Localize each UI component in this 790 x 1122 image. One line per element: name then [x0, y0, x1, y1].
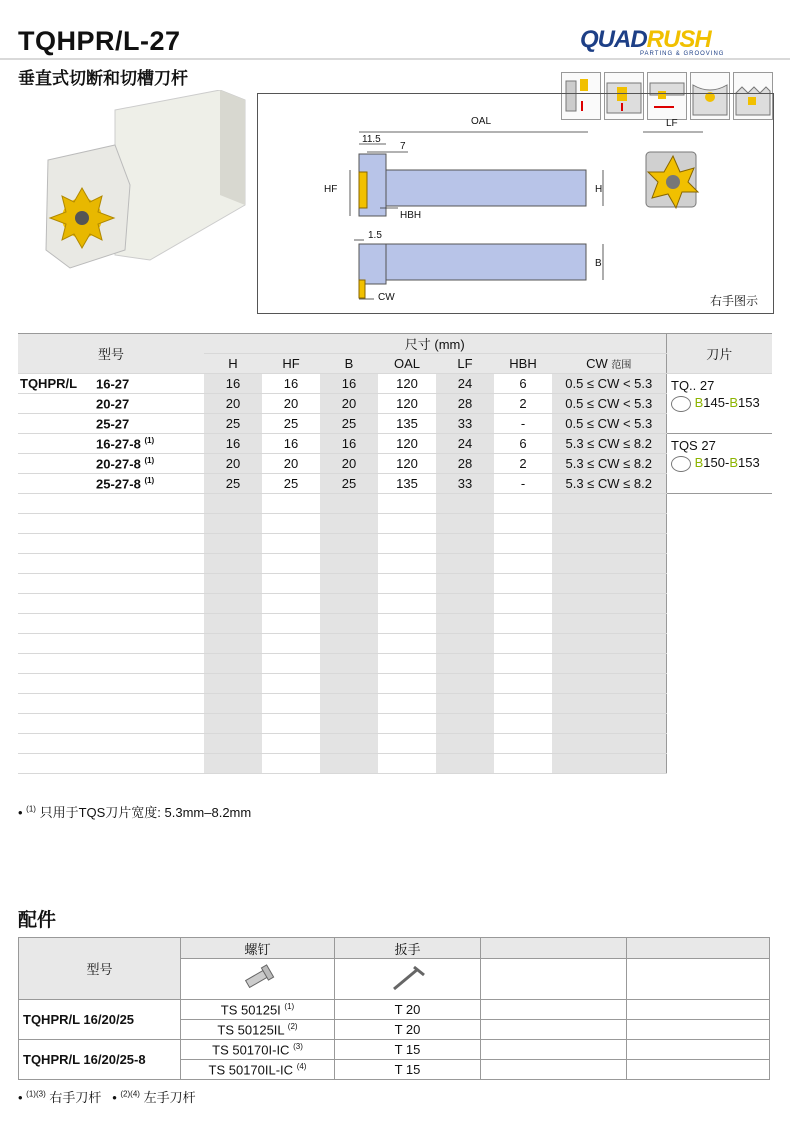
cell-h [204, 734, 262, 754]
tool-holder-image [30, 90, 250, 280]
cell-oal [378, 494, 436, 514]
row-model [94, 734, 204, 754]
cell-cw: 0.5 ≤ CW < 5.3 [552, 394, 666, 414]
cell-hbh: 2 [494, 454, 552, 474]
cell-hf [262, 534, 320, 554]
cell-oal [378, 634, 436, 654]
cell-h [204, 514, 262, 534]
cell-oal: 120 [378, 394, 436, 414]
cell-hbh [494, 614, 552, 634]
cell-insert [666, 614, 772, 634]
empty-table-row [18, 494, 772, 514]
row-model: 20-27-8 $^{(1)}$ [94, 454, 204, 474]
row-model [94, 554, 204, 574]
cell-h [204, 574, 262, 594]
row-model: 16-27-8 $^{(1)}$ [94, 434, 204, 454]
cell-cw [552, 494, 666, 514]
cell-cw [552, 634, 666, 654]
accessories-title: 配件 [18, 910, 57, 931]
row-family [18, 394, 94, 414]
page-subtitle: 垂直式切断和切槽刀杆 [18, 69, 188, 88]
cell-hf [262, 654, 320, 674]
cell-lf [436, 734, 494, 754]
accessory-screw: TS 50125IL $^{(2)}$ [181, 1020, 335, 1040]
cell-cw [552, 754, 666, 774]
cell-hf: 16 [262, 434, 320, 454]
cell-hf: 25 [262, 414, 320, 434]
cell-hf [262, 734, 320, 754]
empty-table-row [18, 694, 772, 714]
cell-b [320, 754, 378, 774]
cell-hf [262, 594, 320, 614]
header-size: 尺寸 (mm) [204, 334, 666, 354]
acc-header-wrench: 扳手 [335, 938, 481, 959]
cell-b [320, 574, 378, 594]
insert-name-1: TQ.. 27 [671, 378, 715, 393]
cell-lf [436, 574, 494, 594]
cell-lf: 33 [436, 474, 494, 494]
cell-h: 20 [204, 394, 262, 414]
acc-header-empty-1 [481, 938, 627, 959]
col-oal: OAL [378, 354, 436, 374]
accessory-row [19, 1000, 770, 1020]
row-family [18, 494, 94, 514]
header-insert: 刀片 [666, 334, 772, 374]
row-family [18, 594, 94, 614]
cell-cw [552, 614, 666, 634]
cell-h [204, 554, 262, 574]
row-family [18, 414, 94, 434]
cell-lf [436, 754, 494, 774]
empty-table-row [18, 654, 772, 674]
cell-hbh: 6 [494, 434, 552, 454]
insert-ref-1: TQ.. 27 B145-B153 [671, 378, 760, 410]
accessory-screw: TS 50170IL-IC $^{(4)}$ [181, 1060, 335, 1080]
accessory-model: TQHPR/L 16/20/25 [19, 1000, 181, 1040]
dim-11-5: 11.5 [362, 134, 381, 145]
cell-cw: 0.5 ≤ CW < 5.3 [552, 374, 666, 394]
screw-icon [181, 959, 335, 1000]
cell-oal: 135 [378, 474, 436, 494]
cell-hbh [494, 754, 552, 774]
row-family [18, 554, 94, 574]
cell-h [204, 494, 262, 514]
cell-hf: 20 [262, 394, 320, 414]
brand-logo: QUADRUSH [580, 26, 711, 53]
cell-hbh [494, 734, 552, 754]
cell-insert [666, 534, 772, 554]
row-model [94, 714, 204, 734]
cell-hbh [494, 714, 552, 734]
cell-h: 16 [204, 434, 262, 454]
cell-hf [262, 494, 320, 514]
empty-table-row [18, 674, 772, 694]
cell-lf: 33 [436, 414, 494, 434]
row-model [94, 494, 204, 514]
dim-hf: HF [324, 184, 338, 195]
cell-b: 25 [320, 414, 378, 434]
cell-hf [262, 554, 320, 574]
cell-hf: 20 [262, 454, 320, 474]
cell-cw: 5.3 ≤ CW ≤ 8.2 [552, 474, 666, 494]
accessories-footnote: • $^{(1)(3)}$ 右手刀杆 • $^{(2)(4)}$ 左手刀杆 [18, 1089, 196, 1105]
row-family [18, 694, 94, 714]
row-family [18, 454, 94, 474]
cell-b [320, 494, 378, 514]
cell-b [320, 554, 378, 574]
table-row [18, 474, 772, 494]
cell-oal [378, 514, 436, 534]
table-row [18, 414, 772, 434]
cell-b: 16 [320, 374, 378, 394]
accessory-wrench: T 15 [335, 1040, 481, 1060]
row-family [18, 634, 94, 654]
accessory-wrench: T 15 [335, 1060, 481, 1080]
cell-hf [262, 674, 320, 694]
cell-cw: 5.3 ≤ CW ≤ 8.2 [552, 434, 666, 454]
cell-h [204, 534, 262, 554]
cell-lf [436, 634, 494, 654]
row-family [18, 574, 94, 594]
row-model: 20-27 [94, 394, 204, 414]
cell-oal [378, 534, 436, 554]
cell-insert [666, 734, 772, 754]
accessory-wrench: T 20 [335, 1020, 481, 1040]
cell-b [320, 534, 378, 554]
empty-table-row [18, 534, 772, 554]
row-model [94, 594, 204, 614]
cell-lf [436, 694, 494, 714]
cell-b [320, 674, 378, 694]
row-family [18, 434, 94, 454]
cell-insert [666, 494, 772, 514]
accessories-table [18, 937, 770, 1080]
row-family: TQHPR/L [18, 374, 94, 394]
dim-oal: OAL [471, 116, 492, 127]
cell-lf [436, 514, 494, 534]
empty-table-row [18, 514, 772, 534]
cell-b [320, 714, 378, 734]
cell-hf [262, 514, 320, 534]
cell-hbh: 2 [494, 394, 552, 414]
cell-b [320, 594, 378, 614]
cell-oal [378, 674, 436, 694]
cell-insert [666, 594, 772, 614]
row-family [18, 614, 94, 634]
cell-oal [378, 694, 436, 714]
cell-oal [378, 594, 436, 614]
cell-oal [378, 654, 436, 674]
cell-hbh [494, 534, 552, 554]
acc-header-screw: 螺钉 [181, 938, 335, 959]
cell-hbh [494, 494, 552, 514]
col-lf: LF [436, 354, 494, 374]
acc-header-model: 型号 [19, 938, 181, 1000]
cell-b [320, 694, 378, 714]
row-model [94, 694, 204, 714]
col-hbh: HBH [494, 354, 552, 374]
cell-hf [262, 694, 320, 714]
empty-table-row [18, 574, 772, 594]
dim-7: 7 [400, 141, 406, 152]
cell-hbh [494, 634, 552, 654]
wrench-icon [335, 959, 481, 1000]
col-hf: HF [262, 354, 320, 374]
accessory-screw: TS 50170I-IC $^{(3)}$ [181, 1040, 335, 1060]
row-model [94, 654, 204, 674]
cell-oal [378, 734, 436, 754]
cell-insert [666, 574, 772, 594]
row-family [18, 474, 94, 494]
cell-insert [666, 714, 772, 734]
cell-lf [436, 534, 494, 554]
cell-insert [666, 754, 772, 774]
cell-insert [666, 674, 772, 694]
row-model: 25-27 [94, 414, 204, 434]
table-row [18, 394, 772, 414]
cell-h: 25 [204, 474, 262, 494]
accessory-screw: TS 50125I $^{(1)}$ [181, 1000, 335, 1020]
row-family [18, 514, 94, 534]
cell-cw [552, 574, 666, 594]
cell-h: 16 [204, 374, 262, 394]
cell-h [204, 654, 262, 674]
cell-b [320, 734, 378, 754]
cell-b [320, 634, 378, 654]
cell-cw: 0.5 ≤ CW < 5.3 [552, 414, 666, 434]
cell-h [204, 754, 262, 774]
cell-insert [666, 414, 772, 434]
cell-b [320, 614, 378, 634]
cell-hf: 25 [262, 474, 320, 494]
catalog-ref-icon [671, 396, 691, 412]
cell-hbh [494, 654, 552, 674]
cell-hbh [494, 674, 552, 694]
insert-name-2: TQS 27 [671, 438, 716, 453]
cell-lf [436, 674, 494, 694]
cell-hbh [494, 554, 552, 574]
row-model [94, 534, 204, 554]
cell-oal [378, 754, 436, 774]
accessory-wrench: T 20 [335, 1000, 481, 1020]
cell-b: 20 [320, 394, 378, 414]
right-hand-caption: 右手图示 [710, 294, 759, 308]
cell-h [204, 614, 262, 634]
dim-h: H [595, 184, 603, 195]
title-rule [0, 58, 790, 60]
table-row [18, 434, 772, 454]
cell-oal: 135 [378, 414, 436, 434]
cell-oal [378, 614, 436, 634]
cell-lf [436, 714, 494, 734]
cell-insert [666, 654, 772, 674]
row-model [94, 574, 204, 594]
cell-h [204, 714, 262, 734]
accessory-model: TQHPR/L 16/20/25-8 [19, 1040, 181, 1080]
cell-cw [552, 734, 666, 754]
row-model [94, 614, 204, 634]
dim-1-5: 1.5 [368, 230, 382, 241]
dim-lf: LF [666, 118, 678, 129]
empty-table-row [18, 734, 772, 754]
cell-hf [262, 714, 320, 734]
technical-drawing [257, 93, 774, 314]
cell-oal [378, 714, 436, 734]
cell-lf: 28 [436, 454, 494, 474]
insert-ref-2: TQS 27 B150-B153 [671, 438, 760, 470]
insert-detail-icon [646, 152, 698, 208]
cell-hf: 16 [262, 374, 320, 394]
cell-b: 16 [320, 434, 378, 454]
cell-h [204, 594, 262, 614]
cell-h [204, 674, 262, 694]
cell-h [204, 694, 262, 714]
empty-table-row [18, 594, 772, 614]
cell-hbh [494, 514, 552, 534]
cell-oal: 120 [378, 374, 436, 394]
cell-lf: 28 [436, 394, 494, 414]
table-footnote: • $^{(1)}$ 只用于TQS刀片宽度: 5.3mm–8.2mm [18, 804, 252, 820]
cell-lf [436, 594, 494, 614]
row-family [18, 754, 94, 774]
cell-cw [552, 714, 666, 734]
brand-tagline: PARTING & GROOVING [640, 51, 725, 57]
dimensions-table [18, 333, 772, 774]
cell-hbh: - [494, 474, 552, 494]
cell-lf: 24 [436, 434, 494, 454]
cell-insert [666, 554, 772, 574]
cell-hbh [494, 594, 552, 614]
header-model: 型号 [18, 334, 204, 374]
empty-table-row [18, 634, 772, 654]
cell-b [320, 654, 378, 674]
table-row [18, 454, 772, 474]
dim-cw: CW [378, 292, 395, 303]
cell-h: 25 [204, 414, 262, 434]
dim-hbh: HBH [400, 210, 422, 221]
col-h: H [204, 354, 262, 374]
cell-insert [666, 474, 772, 494]
catalog-ref-icon [671, 456, 691, 472]
cell-cw [552, 514, 666, 534]
row-family [18, 734, 94, 754]
cell-cw [552, 694, 666, 714]
dimension-drawing [258, 94, 773, 313]
cell-b: 20 [320, 454, 378, 474]
cell-oal [378, 554, 436, 574]
cell-cw [552, 534, 666, 554]
cell-oal: 120 [378, 434, 436, 454]
col-cw: CW 范围 [552, 354, 666, 374]
empty-table-row [18, 554, 772, 574]
cell-cw: 5.3 ≤ CW ≤ 8.2 [552, 454, 666, 474]
cell-h [204, 634, 262, 654]
cell-cw [552, 654, 666, 674]
row-model [94, 634, 204, 654]
cell-hf [262, 634, 320, 654]
cell-h: 20 [204, 454, 262, 474]
cell-hf [262, 754, 320, 774]
cell-hbh [494, 694, 552, 714]
row-family [18, 654, 94, 674]
acc-header-empty-2 [627, 938, 770, 959]
cell-insert [666, 694, 772, 714]
page-title: TQHPR/L-27 [18, 26, 181, 56]
row-model: 16-27 [94, 374, 204, 394]
cell-b: 25 [320, 474, 378, 494]
row-model [94, 674, 204, 694]
row-family [18, 714, 94, 734]
row-family [18, 674, 94, 694]
cell-oal [378, 574, 436, 594]
cell-hbh: 6 [494, 374, 552, 394]
row-family [18, 534, 94, 554]
cell-b [320, 514, 378, 534]
row-model [94, 514, 204, 534]
empty-table-row [18, 754, 772, 774]
row-model [94, 754, 204, 774]
col-b: B [320, 354, 378, 374]
cell-lf [436, 614, 494, 634]
cell-lf [436, 654, 494, 674]
accessory-row [19, 1040, 770, 1060]
cell-insert [666, 634, 772, 654]
cell-cw [552, 594, 666, 614]
cell-hbh [494, 574, 552, 594]
cell-insert [666, 514, 772, 534]
cell-hf [262, 614, 320, 634]
cell-lf [436, 494, 494, 514]
row-model: 25-27-8 $^{(1)}$ [94, 474, 204, 494]
cell-hf [262, 574, 320, 594]
cell-lf [436, 554, 494, 574]
cell-cw [552, 554, 666, 574]
dim-b: B [595, 258, 602, 269]
empty-table-row [18, 614, 772, 634]
table-row [18, 374, 772, 394]
cell-cw [552, 674, 666, 694]
cell-lf: 24 [436, 374, 494, 394]
cell-oal: 120 [378, 454, 436, 474]
cell-hbh: - [494, 414, 552, 434]
empty-table-row [18, 714, 772, 734]
